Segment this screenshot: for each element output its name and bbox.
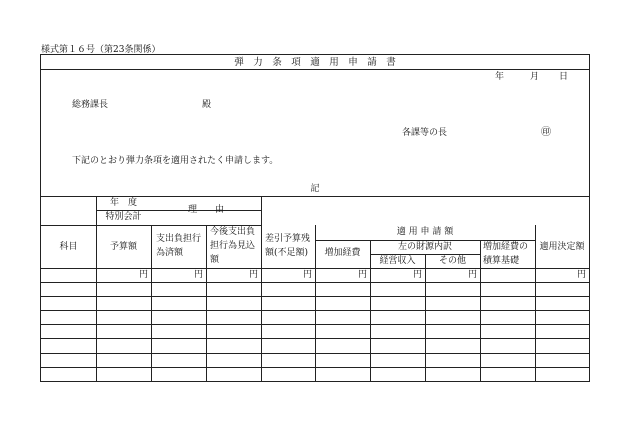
form-title: 弾 力 条 項 適 用 申 請 書	[234, 57, 396, 68]
header-planned-line3: 額	[210, 255, 220, 265]
special-account-label: 特別会計	[105, 212, 142, 222]
header-budget: 予算額	[109, 242, 137, 252]
unit-committed: 円	[193, 270, 203, 280]
header-committed-line1: 支出負担行	[156, 234, 202, 244]
application-form	[40, 54, 590, 382]
record-mark: 記	[310, 184, 320, 194]
unit-other: 円	[467, 270, 477, 280]
unit-recurring-income: 円	[412, 270, 422, 280]
header-item: 科目	[59, 242, 78, 252]
unit-increase: 円	[357, 270, 367, 280]
header-committed-line2: 為済額	[156, 248, 184, 258]
header-decided: 適用決定額	[539, 242, 585, 252]
applicant-label: 各課等の長	[402, 128, 448, 138]
unit-balance: 円	[302, 270, 312, 280]
header-planned-line1: 今後支出負	[210, 227, 256, 237]
header-other: その他	[438, 256, 466, 266]
form-number-label: 様式第１６号（第23条関係）	[41, 45, 161, 55]
header-basis-line1: 増加経費の	[483, 242, 529, 252]
request-statement: 下記のとおり弾力条項を適用されたく申請します。	[72, 156, 279, 166]
unit-planned: 円	[248, 270, 258, 280]
header-planned-line2: 担行為見込	[210, 241, 256, 251]
header-balance-line2: 額(不足額)	[265, 248, 309, 258]
date-year-label: 年	[495, 72, 505, 82]
unit-decided: 円	[576, 270, 586, 280]
header-funding-breakdown: 左の財源内訳	[397, 242, 452, 252]
header-balance-line1: 差引予算残	[265, 234, 311, 244]
header-applied-amount: 適 用 申 請 額	[396, 227, 454, 237]
fiscal-year-label: 年 度	[109, 198, 137, 208]
header-basis-line2: 積算基礎	[483, 256, 520, 266]
honorific-label: 殿	[202, 100, 212, 110]
header-increase: 増加経費	[324, 248, 361, 258]
reason-label: 理 由	[187, 205, 224, 215]
seal-mark: ㊞	[541, 127, 551, 138]
header-recurring-income: 経営収入	[379, 256, 416, 266]
date-month-label: 月	[530, 72, 540, 82]
unit-budget: 円	[138, 270, 148, 280]
date-day-label: 日	[559, 72, 569, 82]
addressee-label: 総務課長	[72, 100, 109, 110]
